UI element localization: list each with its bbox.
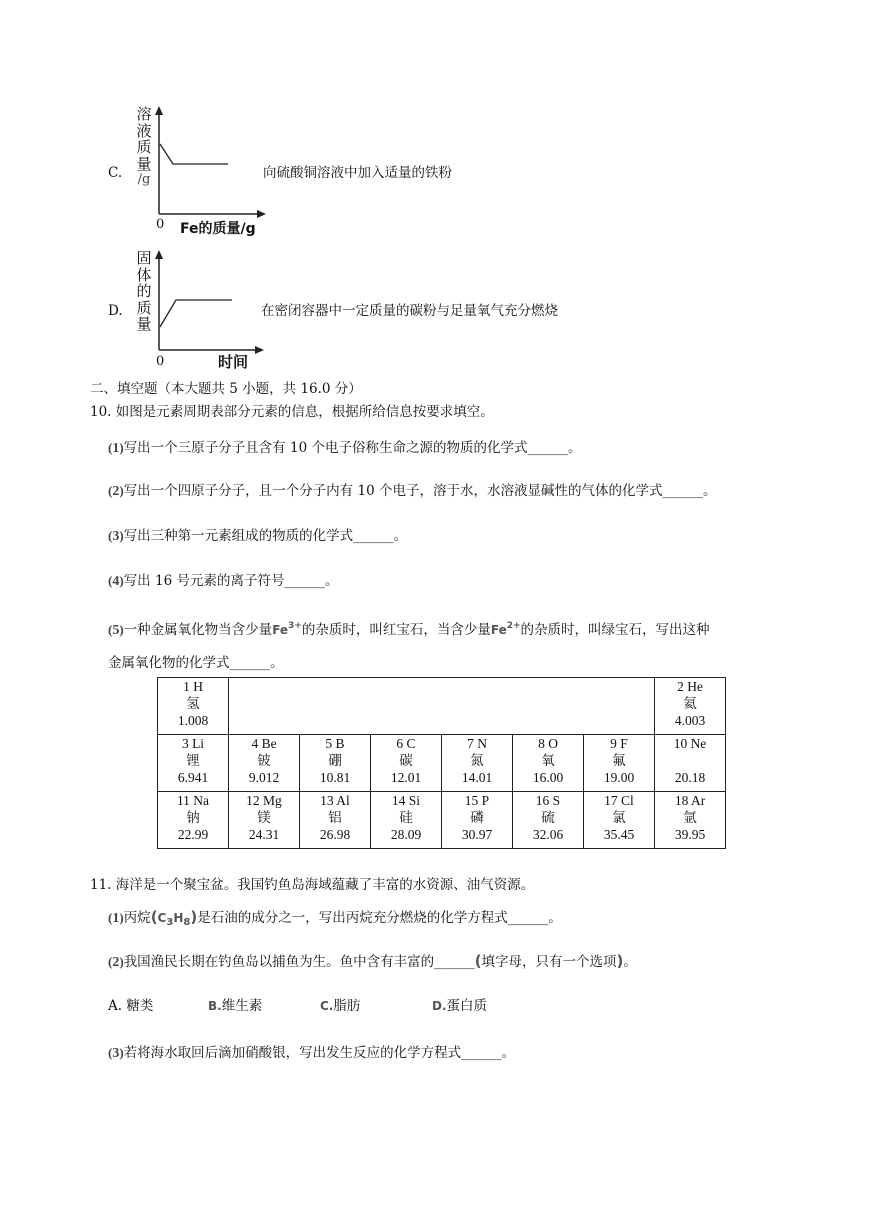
element-cell-mg: 12 Mg 镁 24.31 bbox=[229, 792, 300, 849]
empty-cell bbox=[229, 678, 300, 735]
empty-cell bbox=[300, 678, 371, 735]
q10-sub1-number: (1) bbox=[108, 440, 124, 456]
q11-sub2-number: (2) bbox=[108, 954, 124, 970]
q10-sub5-number: (5) bbox=[108, 622, 124, 638]
q11-sub2: (2)我国渔民长期在钓鱼岛以捕鱼为生。鱼中含有丰富的______(填字母，只有一个选项)。 bbox=[108, 952, 637, 970]
q11-option-a: A. 糖类 bbox=[108, 998, 154, 1014]
option-c-label: C. bbox=[108, 165, 123, 181]
element-cell-al: 13 Al 铝 26.98 bbox=[300, 792, 371, 849]
fe3-ion: $Fe^{3+}$ bbox=[272, 621, 302, 637]
q10-sub5-cont: 金属氧化物的化学式______。 bbox=[108, 655, 284, 671]
element-cell-c: 6 C 碳 12.01 bbox=[371, 735, 442, 792]
periodic-table bbox=[157, 677, 726, 849]
empty-cell bbox=[513, 678, 584, 735]
element-cell-ar: 18 Ar 氩 39.95 bbox=[655, 792, 726, 849]
graph-c-origin: 0 bbox=[156, 217, 165, 232]
element-cell-ne: 10 Ne 20.18 bbox=[655, 735, 726, 792]
graph-c-y-label: 溶 液 质 量 /g bbox=[136, 105, 152, 187]
fe2-ion: $Fe^{2+}$ bbox=[490, 621, 521, 637]
graph-c-x-label: Fe的质量/g bbox=[180, 221, 256, 237]
element-cell-n: 7 N 氮 14.01 bbox=[442, 735, 513, 792]
empty-cell bbox=[584, 678, 655, 735]
element-cell-be: 4 Be 铍 9.012 bbox=[229, 735, 300, 792]
q11-option-c: C.脂肪 bbox=[320, 998, 361, 1014]
q10-stem: 10. 如图是元素周期表部分元素的信息，根据所给信息按要求填空。 bbox=[90, 404, 494, 420]
q11-sub3: (3)若将海水取回后滴加硝酸银，写出发生反应的化学方程式______。 bbox=[108, 1045, 516, 1061]
element-cell-si: 14 Si 硅 28.09 bbox=[371, 792, 442, 849]
graph-d-axes bbox=[132, 250, 272, 355]
q10-sub1: (1)写出一个三原子分子且含有 10 个电子俗称生命之源的物质的化学式______。 bbox=[108, 440, 582, 456]
q10-sub3: (3)写出三种第一元素组成的物质的化学式______。 bbox=[108, 528, 408, 544]
q10-sub4-number: (4) bbox=[108, 573, 124, 589]
graph-d-origin: 0 bbox=[156, 354, 165, 369]
element-cell-b: 5 B 硼 10.81 bbox=[300, 735, 371, 792]
graph-d-y-label: 固 体 的 质 量 bbox=[136, 249, 152, 333]
graph-d-caption: 在密闭容器中一定质量的碳粉与足量氧气充分燃烧 bbox=[261, 303, 558, 319]
q10-sub2-number: (2) bbox=[108, 483, 124, 499]
q10-sub5: (5)一种金属氧化物当含少量$Fe^{3+}$的杂质时，叫红宝石，当含少量$Fe^{2+}$的杂质时，叫绿宝石，写出这种 bbox=[108, 621, 710, 638]
q11-option-b: B.维生素 bbox=[208, 998, 263, 1014]
periodic-table-row-2 bbox=[158, 735, 726, 792]
element-cell-li: 3 Li 锂 6.941 bbox=[158, 735, 229, 792]
q11-sub1-number: (1) bbox=[108, 910, 124, 926]
q10-sub2: (2)写出一个四原子分子，且一个分子内有 10 个电子，溶于水，水溶液显碱性的气体的化学式______。 bbox=[108, 483, 717, 499]
element-cell-p: 15 P 磷 30.97 bbox=[442, 792, 513, 849]
q10-sub3-number: (3) bbox=[108, 528, 124, 544]
q11-sub1: (1)丙烷$(C_3H_8)$是石油的成分之一，写出丙烷充分燃烧的化学方程式______。 bbox=[108, 908, 562, 928]
graph-c-axes bbox=[132, 106, 272, 221]
graph-c-caption: 向硫酸铜溶液中加入适量的铁粉 bbox=[263, 165, 452, 181]
periodic-table-row-3 bbox=[158, 792, 726, 849]
element-cell-f: 9 F 氟 19.00 bbox=[584, 735, 655, 792]
empty-cell bbox=[371, 678, 442, 735]
graph-d-x-label: 时间 bbox=[218, 353, 249, 371]
element-cell-he: 2 He 氦 4.003 bbox=[655, 678, 726, 735]
element-cell-na: 11 Na 钠 22.99 bbox=[158, 792, 229, 849]
empty-cell bbox=[442, 678, 513, 735]
q11-option-d: D.蛋白质 bbox=[432, 998, 488, 1014]
q11-stem: 11. 海洋是一个聚宝盆。我国钓鱼岛海域蕴藏了丰富的水资源、油气资源。 bbox=[90, 877, 535, 893]
element-cell-o: 8 O 氧 16.00 bbox=[513, 735, 584, 792]
graph-d bbox=[132, 250, 272, 372]
section-2-heading: 二、填空题（本大题共 5 小题，共 16.0 分） bbox=[90, 381, 362, 397]
q10-sub4: (4)写出 16 号元素的离子符号______。 bbox=[108, 573, 339, 589]
graph-c bbox=[132, 106, 272, 236]
element-cell-cl: 17 Cl 氯 35.45 bbox=[584, 792, 655, 849]
element-cell-h: 1 H 氢 1.008 bbox=[158, 678, 229, 735]
q11-sub3-number: (3) bbox=[108, 1045, 124, 1061]
element-cell-s: 16 S 硫 32.06 bbox=[513, 792, 584, 849]
option-d-label: D. bbox=[108, 303, 123, 319]
periodic-table-row-1 bbox=[158, 678, 726, 735]
propane-formula: $(C_3H_8)$ bbox=[150, 908, 198, 928]
